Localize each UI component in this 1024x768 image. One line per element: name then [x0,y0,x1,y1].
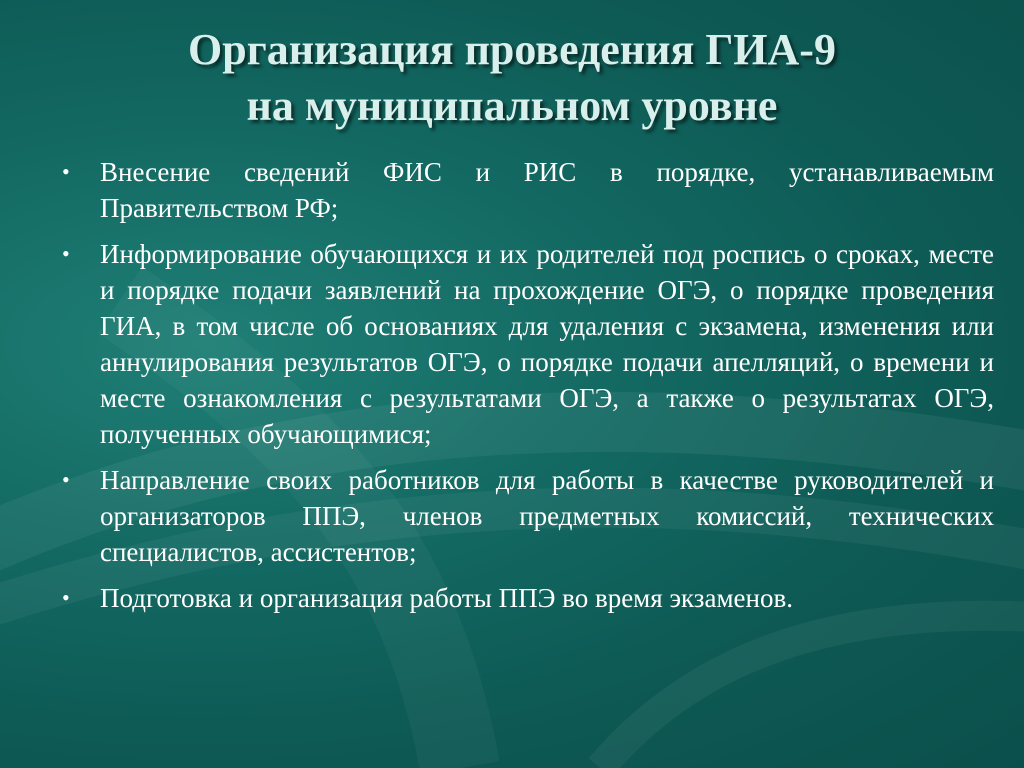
bullet-text: Информирование обучающихся и их родителей под роспись о сроках, месте и порядке подачи заявлений на прохождение ОГЭ, о порядке проведения ГИА, в том числе об основаниях для удаления с экзамена, изменения или аннулирования результатов ОГЭ, о порядке подачи апелляций, о времени и месте ознакомления с результатами ОГЭ, а также о результатах ОГЭ, полученных обучающимися; [100,239,994,449]
bullet-dot-icon: • [62,159,70,184]
bullet-dot-icon: • [62,585,70,610]
bullet-item [58,580,994,616]
bullet-item [58,462,994,570]
bullet-item [58,236,994,452]
bullet-list [58,154,994,626]
bullet-text: Внесение сведений ФИС и РИС в порядке, устанавливаемым Правительством РФ; [100,157,994,223]
title-line-1: Организация проведения ГИА-9 [188,25,836,74]
bullet-item [58,154,994,226]
bullet-dot-icon: • [62,241,70,266]
bullet-text: Направление своих работников для работы в качестве руководителей и организаторов ППЭ, членов предметных комиссий, технических специалистов, ассистентов; [100,465,994,567]
slide-title [40,22,984,134]
title-line-2: на муниципальном уровне [246,81,778,130]
bullet-dot-icon: • [62,467,70,492]
bullet-text: Подготовка и организация работы ППЭ во время экзаменов. [100,583,793,613]
